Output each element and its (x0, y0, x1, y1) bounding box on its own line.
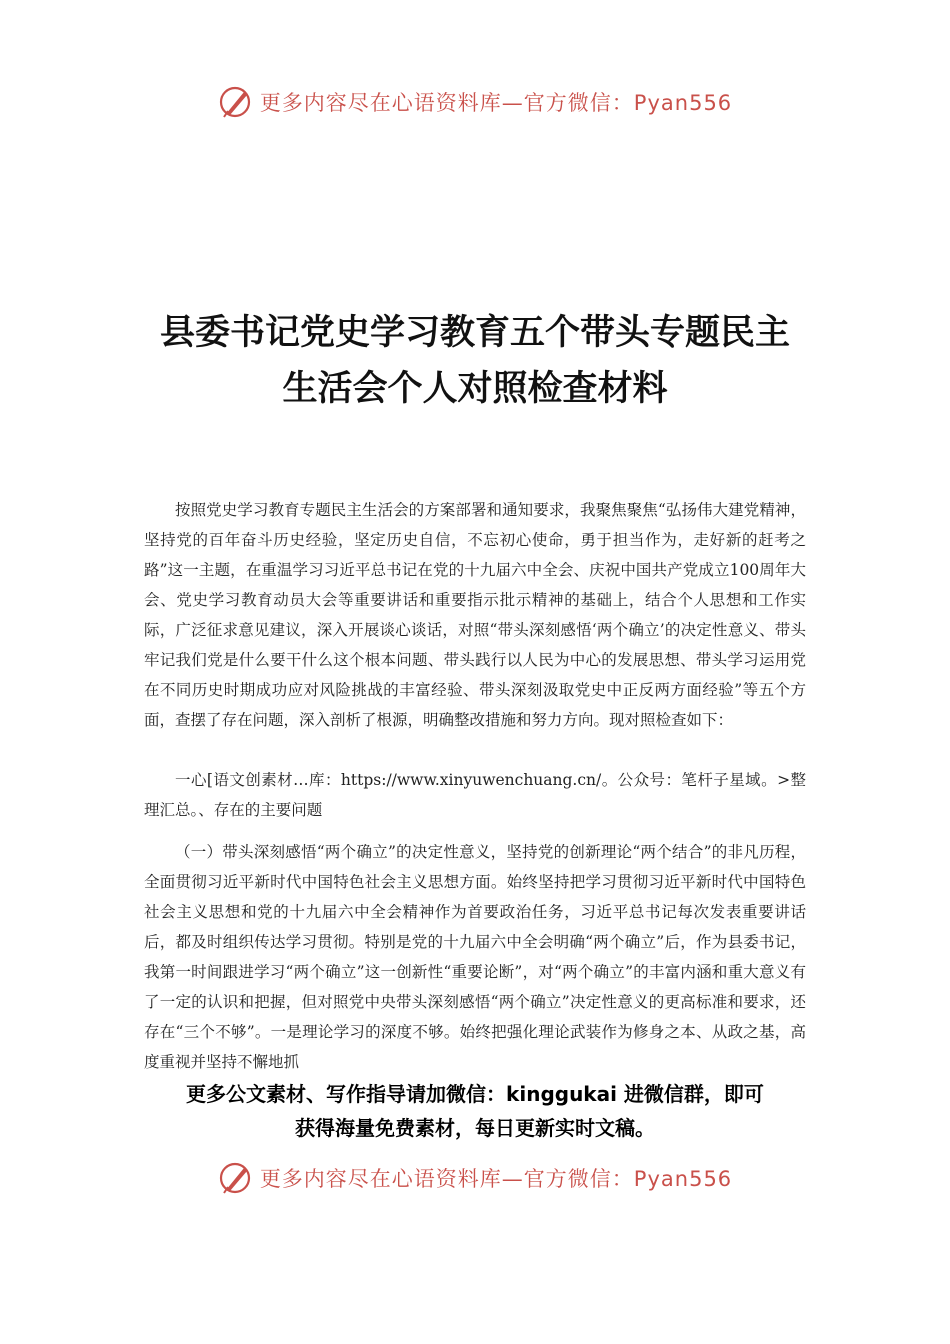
footer-banner-text: 更多内容尽在心语资料库—官方微信：Pyan556 (259, 1167, 733, 1191)
footer-banner (0, 1158, 950, 1198)
promo-notice (100, 1077, 850, 1145)
title-line-1: 县委书记党史学习教育五个带头专题民主 (159, 312, 790, 353)
promo-line-1: 更多公文素材、写作指导请加微信：kinggukai 进微信群，即可 (186, 1082, 764, 1106)
intro-paragraph: 按照党史学习教育专题民主生活会的方案部署和通知要求，我聚焦聚焦“弘扬伟大建党精神，坚持党的百年奋斗历史经验，坚定历史自信，不忘初心使命，勇于担当作为，走好新的赶考之路”这一主题，在重温学习习近平总书记在党的十九届六中全会、庆祝中国共产党成立100周年大会、党史学习教育动员大会等重要讲话和重要指示批示精神的基础上，结合个人思想和工作实际，广泛征求意见建议，深入开展谈心谈话，对照“带头深刻感悟‘两个确立’的决定性意义、带头牢记我们党是什么要干什么这个根本问题、带头践行以人民为中心的发展思想、带头学习运用党在不同历史时期成功应对风险挑战的丰富经验、带头深刻汲取党史中正反两方面经验”等五个方面，查摆了存在问题，深入剖析了根源，明确整改措施和努力方向。现对照检查如下： (144, 501, 806, 729)
header-banner-text: 更多内容尽在心语资料库—官方微信：Pyan556 (259, 91, 733, 115)
section-one-paragraph: （一）带头深刻感悟“两个确立”的决定性意义，坚持党的创新理论“两个结合”的非凡历程，全面贯彻习近平新时代中国特色社会主义思想方面。始终坚持把学习贯彻习近平新时代中国特色社会主义思想和党的十九届六中全会精神作为首要政治任务，习近平总书记每次发表重要讲话后，都及时组织传达学习贯彻。特别是党的十九届六中全会明确“两个确立”后，作为县委书记，我第一时间跟进学习“两个确立”这一创新性“重要论断”，对“两个确立”的丰富内涵和重大意义有了一定的认识和把握，但对照党中央带头深刻感悟“两个确立”决定性意义的更高标准和要求，还存在“三个不够”。一是理论学习的深度不够。始终把强化理论武装作为修身之本、从政之基，高度重视并坚持不懈地抓 (144, 843, 806, 1071)
quill-logo-icon (218, 84, 254, 120)
section-heading-paragraph: 一心[语文创素材…库：https://www.xinyuwenchuang.cn/。公众号：笔杆子星域。>整理汇总。、存在的主要问题 (144, 771, 806, 819)
document-title (100, 305, 850, 417)
header-banner (0, 82, 950, 122)
title-line-2: 生活会个人对照检查材料 (282, 368, 668, 409)
quill-logo-icon (218, 1160, 254, 1196)
promo-line-2: 获得海量免费素材，每日更新实时文稿。 (295, 1116, 655, 1140)
